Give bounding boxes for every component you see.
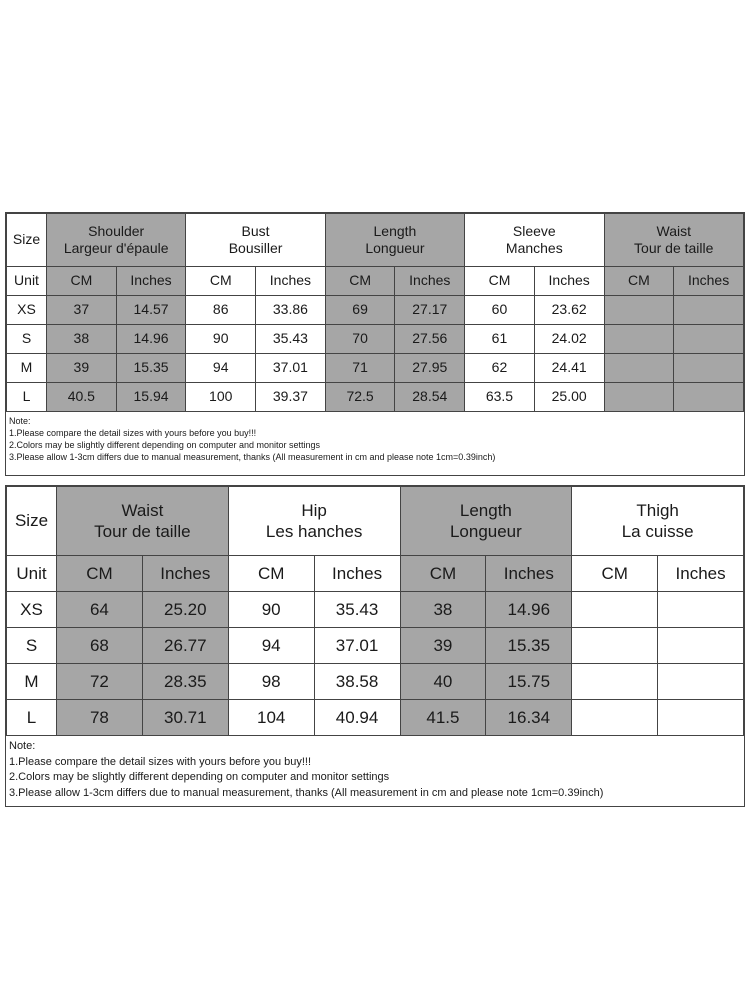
size-cell: S xyxy=(7,628,57,664)
value-cell: 24.02 xyxy=(534,325,604,354)
value-cell: 61 xyxy=(465,325,535,354)
value-cell: 70 xyxy=(325,325,395,354)
value-cell: 69 xyxy=(325,296,395,325)
size-cell: L xyxy=(7,383,47,412)
value-cell: 68 xyxy=(57,628,143,664)
value-cell: 15.75 xyxy=(486,664,572,700)
value-cell xyxy=(658,592,744,628)
table-row xyxy=(7,354,744,383)
unit-cell: Inches xyxy=(674,267,744,296)
value-cell: 38.58 xyxy=(314,664,400,700)
bottom-size-chart xyxy=(5,485,745,807)
value-cell xyxy=(658,664,744,700)
value-cell: 64 xyxy=(57,592,143,628)
value-cell: 72.5 xyxy=(325,383,395,412)
value-cell: 94 xyxy=(228,628,314,664)
value-cell xyxy=(674,354,744,383)
value-cell xyxy=(604,383,674,412)
unit-header: Unit xyxy=(7,556,57,592)
value-cell: 37.01 xyxy=(314,628,400,664)
value-cell: 40 xyxy=(400,664,486,700)
note-heading: Note: xyxy=(9,416,31,426)
value-cell: 16.34 xyxy=(486,700,572,736)
value-cell: 37.01 xyxy=(256,354,326,383)
value-cell: 27.56 xyxy=(395,325,465,354)
value-cell: 41.5 xyxy=(400,700,486,736)
column-header-fr: Tour de taille xyxy=(94,522,191,541)
value-cell xyxy=(604,296,674,325)
value-cell: 90 xyxy=(228,592,314,628)
column-header-en: Thigh xyxy=(636,500,679,520)
value-cell: 90 xyxy=(186,325,256,354)
note-line: 3.Please allow 1-3cm differs due to manual measurement, thanks (All measurement in cm and please note 1cm=0.39inch) xyxy=(9,452,496,462)
unit-row xyxy=(7,556,744,592)
value-cell: 24.41 xyxy=(534,354,604,383)
column-header-fr: Largeur d'épaule xyxy=(63,240,169,256)
unit-cell: CM xyxy=(47,267,117,296)
value-cell: 25.00 xyxy=(534,383,604,412)
note-line: 1.Please compare the detail sizes with yours before you buy!!! xyxy=(9,755,312,768)
value-cell: 39 xyxy=(47,354,117,383)
unit-cell: CM xyxy=(57,556,143,592)
column-header xyxy=(186,214,325,267)
value-cell: 25.20 xyxy=(142,592,228,628)
value-cell: 14.96 xyxy=(116,325,186,354)
column-header-en: Length xyxy=(373,222,417,239)
column-header-fr: Longueur xyxy=(365,240,425,256)
table-row xyxy=(7,383,744,412)
column-header xyxy=(465,214,604,267)
table-row xyxy=(7,628,744,664)
table-row xyxy=(7,664,744,700)
size-header: Size xyxy=(7,487,57,556)
value-cell: 28.54 xyxy=(395,383,465,412)
value-cell: 35.43 xyxy=(256,325,326,354)
unit-cell: CM xyxy=(572,556,658,592)
size-cell: M xyxy=(7,664,57,700)
value-cell xyxy=(604,354,674,383)
column-header-en: Hip xyxy=(301,500,327,520)
column-header-fr: La cuisse xyxy=(621,522,694,541)
unit-cell: Inches xyxy=(314,556,400,592)
value-cell xyxy=(658,700,744,736)
column-header-fr: Les hanches xyxy=(265,522,363,541)
column-header-en: Waist xyxy=(656,222,691,239)
notes xyxy=(6,736,744,801)
column-header-en: Waist xyxy=(121,500,164,520)
value-cell: 40.5 xyxy=(47,383,117,412)
column-header-fr: Manches xyxy=(505,240,563,256)
table-row xyxy=(7,592,744,628)
column-header xyxy=(47,214,186,267)
unit-cell: Inches xyxy=(395,267,465,296)
value-cell xyxy=(572,628,658,664)
value-cell xyxy=(572,592,658,628)
column-header xyxy=(400,487,572,556)
value-cell: 60 xyxy=(465,296,535,325)
value-cell: 100 xyxy=(186,383,256,412)
size-cell: M xyxy=(7,354,47,383)
value-cell: 72 xyxy=(57,664,143,700)
value-cell: 27.17 xyxy=(395,296,465,325)
unit-header: Unit xyxy=(7,267,47,296)
value-cell: 23.62 xyxy=(534,296,604,325)
value-cell: 14.57 xyxy=(116,296,186,325)
value-cell: 104 xyxy=(228,700,314,736)
unit-cell: CM xyxy=(604,267,674,296)
value-cell: 15.35 xyxy=(116,354,186,383)
column-header-en: Sleeve xyxy=(512,222,556,239)
column-header xyxy=(604,214,744,267)
unit-cell: CM xyxy=(465,267,535,296)
value-cell: 15.94 xyxy=(116,383,186,412)
value-cell: 39.37 xyxy=(256,383,326,412)
value-cell: 38 xyxy=(400,592,486,628)
table-row xyxy=(7,325,744,354)
value-cell: 94 xyxy=(186,354,256,383)
note-heading: Note: xyxy=(9,740,36,752)
top-size-table xyxy=(6,213,744,412)
note-line: 1.Please compare the detail sizes with yours before you buy!!! xyxy=(9,428,257,438)
column-header-en: Bust xyxy=(241,222,270,239)
value-cell: 27.95 xyxy=(395,354,465,383)
header-row xyxy=(7,214,744,267)
unit-cell: Inches xyxy=(534,267,604,296)
value-cell xyxy=(658,628,744,664)
value-cell: 33.86 xyxy=(256,296,326,325)
size-header: Size xyxy=(7,214,47,267)
value-cell xyxy=(674,325,744,354)
unit-row xyxy=(7,267,744,296)
note-line: 3.Please allow 1-3cm differs due to manual measurement, thanks (All measurement in cm and please note 1cm=0.39inch) xyxy=(9,786,604,799)
value-cell: 30.71 xyxy=(142,700,228,736)
value-cell: 40.94 xyxy=(314,700,400,736)
size-cell: XS xyxy=(7,296,47,325)
unit-cell: Inches xyxy=(256,267,326,296)
column-header xyxy=(325,214,464,267)
table-row xyxy=(7,700,744,736)
value-cell xyxy=(674,383,744,412)
top-size-chart xyxy=(5,212,745,476)
value-cell: 14.96 xyxy=(486,592,572,628)
column-header-fr: Longueur xyxy=(449,522,522,541)
value-cell: 63.5 xyxy=(465,383,535,412)
column-header-fr: Bousiller xyxy=(228,240,283,256)
unit-cell: Inches xyxy=(658,556,744,592)
size-cell: S xyxy=(7,325,47,354)
value-cell: 39 xyxy=(400,628,486,664)
table-row xyxy=(7,296,744,325)
column-header-fr: Tour de taille xyxy=(634,240,714,256)
value-cell: 62 xyxy=(465,354,535,383)
value-cell: 38 xyxy=(47,325,117,354)
value-cell: 78 xyxy=(57,700,143,736)
unit-cell: CM xyxy=(400,556,486,592)
column-header-en: Length xyxy=(459,500,512,520)
header-row xyxy=(7,487,744,556)
column-header-en: Shoulder xyxy=(88,222,145,239)
column-header xyxy=(572,487,744,556)
unit-cell: CM xyxy=(325,267,395,296)
value-cell: 37 xyxy=(47,296,117,325)
value-cell xyxy=(572,664,658,700)
unit-cell: CM xyxy=(228,556,314,592)
note-line: 2.Colors may be slightly different depending on computer and monitor settings xyxy=(9,771,390,783)
unit-cell: Inches xyxy=(142,556,228,592)
value-cell: 86 xyxy=(186,296,256,325)
column-header xyxy=(228,487,400,556)
value-cell xyxy=(572,700,658,736)
unit-cell: CM xyxy=(186,267,256,296)
note-line: 2.Colors may be slightly different depending on computer and monitor settings xyxy=(9,440,321,450)
value-cell: 35.43 xyxy=(314,592,400,628)
unit-cell: Inches xyxy=(486,556,572,592)
value-cell xyxy=(674,296,744,325)
value-cell: 98 xyxy=(228,664,314,700)
value-cell xyxy=(604,325,674,354)
unit-cell: Inches xyxy=(116,267,186,296)
bottom-size-table xyxy=(6,486,744,736)
value-cell: 71 xyxy=(325,354,395,383)
value-cell: 26.77 xyxy=(142,628,228,664)
notes xyxy=(6,412,744,463)
size-cell: L xyxy=(7,700,57,736)
value-cell: 28.35 xyxy=(142,664,228,700)
column-header xyxy=(57,487,229,556)
value-cell: 15.35 xyxy=(486,628,572,664)
size-cell: XS xyxy=(7,592,57,628)
